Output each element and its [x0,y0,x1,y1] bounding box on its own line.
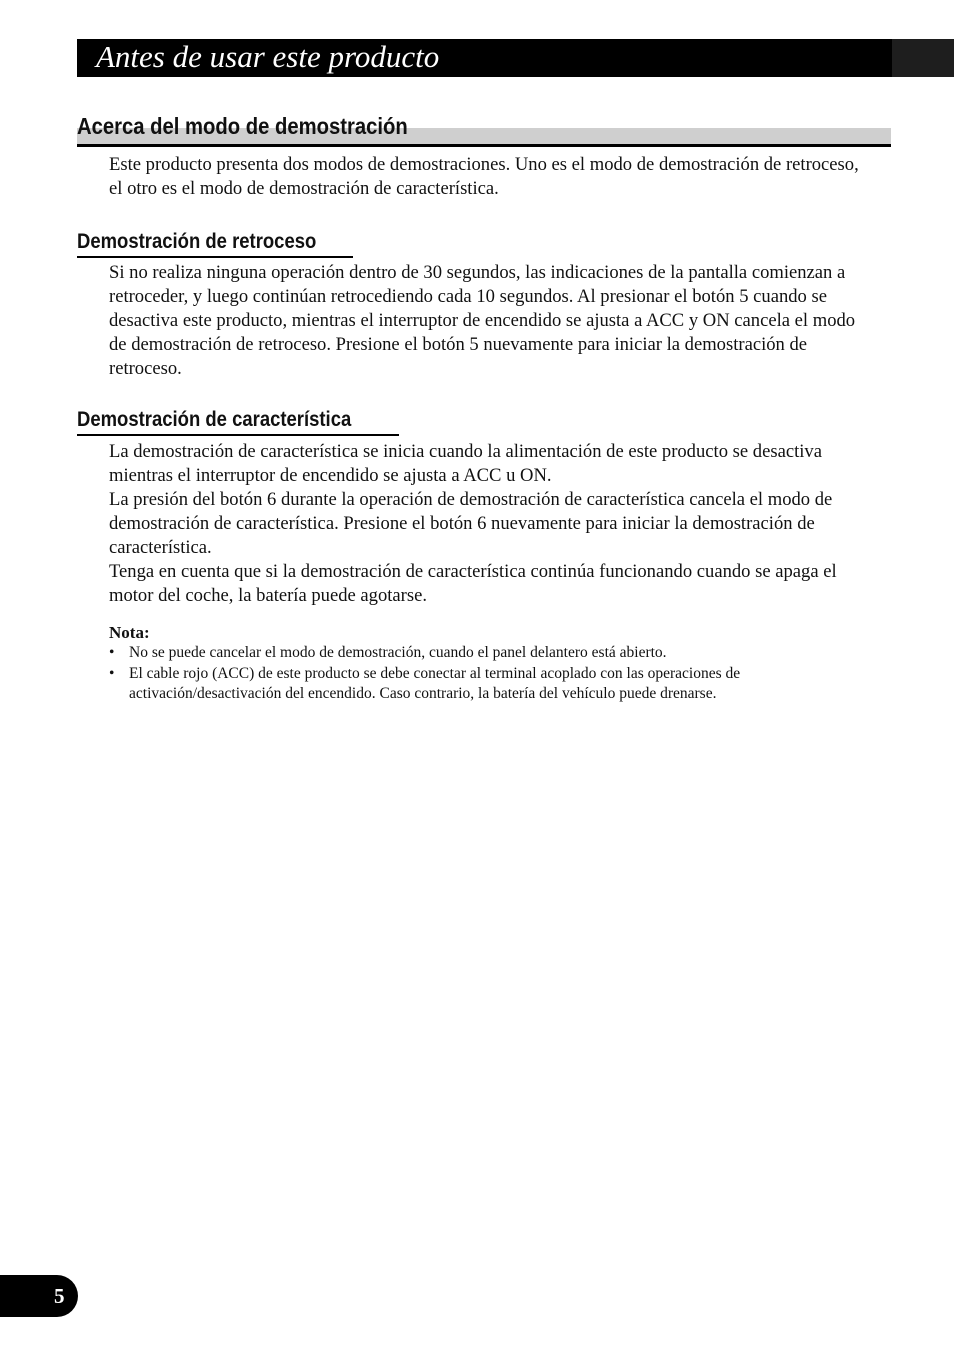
section-title: Acerca del modo de demostración [77,113,408,139]
section-heading-rule [77,144,891,147]
subheading-caracteristica-text: Demostración de característica [77,408,352,431]
subheading-caracteristica [77,407,389,433]
bullet-icon: • [109,644,115,661]
bullet-icon: • [109,664,115,682]
subheading-retroceso-underline [77,256,353,258]
subheading-caracteristica-underline [77,434,399,436]
note-item [109,643,869,664]
caracteristica-paragraph-2: La presión del botón 6 durante la operación de demostración de característica cancela el modo de demostración de característica. Presione el botón 6 nuevamente para iniciar la demostración de característica. [109,489,833,558]
caracteristica-paragraph-3: Tenga en cuenta que si la demostración de característica continúa funcionando cuando se apaga el motor del coche, la batería puede agotarse. [109,561,837,606]
section-intro: Este producto presenta dos modos de demostraciones. Uno es el modo de demostración de retroceso, el otro es el modo de demostración de característica. [109,154,859,199]
subheading-retroceso-text: Demostración de retroceso [77,230,317,253]
chapter-header-bar [77,39,892,77]
page-number: 5 [0,1275,78,1317]
retroceso-body: Si no realiza ninguna operación dentro de 30 segundos, las indicaciones de la pantalla comienzan a retroceder, y luego continúan retrocediendo cada 10 segundos. Al presionar el botón 5 cuando se desactiva este producto, mientras el interruptor de encendido se ajusta a ACC y ON cancela el modo de demostración de retroceso. Presione el botón 5 nuevamente para iniciar la demostración de retroceso. [109,262,856,379]
chapter-title: Antes de usar este producto [96,39,440,74]
caracteristica-paragraph-1: La demostración de característica se inicia cuando la alimentación de este producto se desactiva mientras el interruptor de encendido se ajusta a ACC u ON. [109,441,822,486]
note-item-text: El cable rojo (ACC) de este producto se debe conectar al terminal acoplado con las operaciones de activación/desactivación del encendido. Caso contrario, la batería del vehículo puede drenarse. [129,664,741,702]
note-item [109,664,869,705]
note-label: Nota: [109,623,150,642]
note-item-text: No se puede cancelar el modo de demostración, cuando el panel delantero está abierto. [129,644,667,661]
subheading-retroceso [77,229,349,255]
chapter-tab-marker [892,39,954,77]
section-heading [77,112,891,148]
note-list [109,643,869,705]
